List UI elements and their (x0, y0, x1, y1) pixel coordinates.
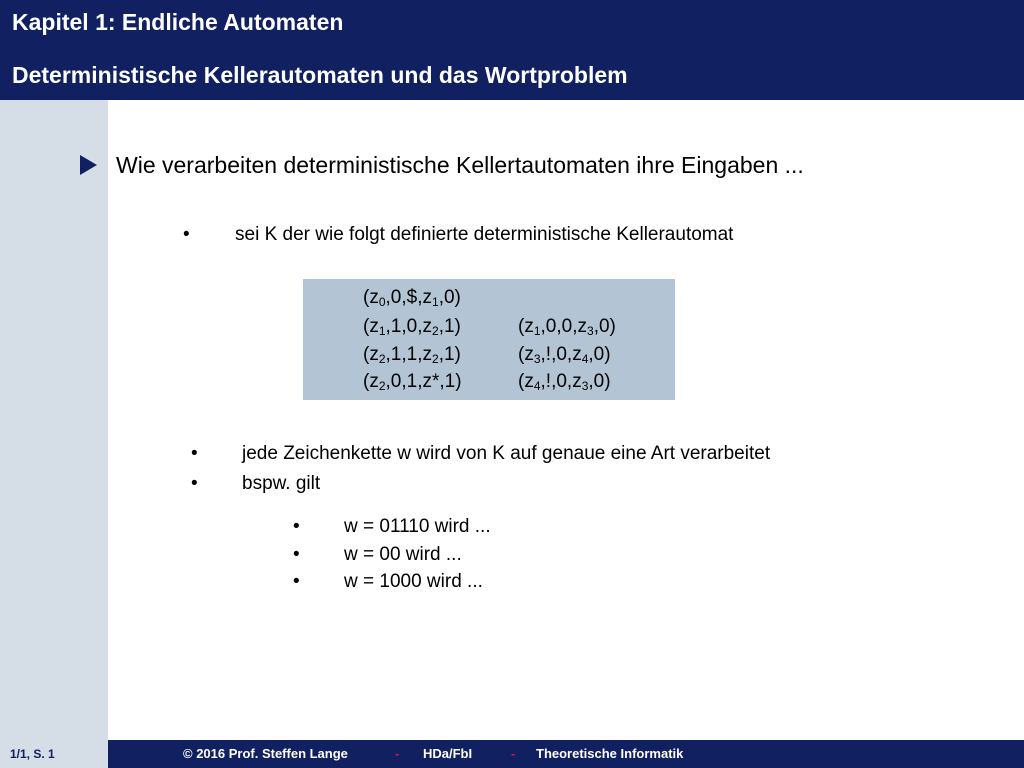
bullet-icon: • (293, 571, 300, 592)
intro-text: sei K der wie folgt definierte deterministische Kellerautomat (235, 224, 734, 245)
slide-footer (0, 740, 1024, 768)
transition-row (363, 344, 611, 366)
chapter-title: Kapitel 1: Endliche Automaten (12, 9, 344, 35)
left-sidebar (0, 100, 108, 740)
transition-right: $(z_4,!,0,z_3,0)$ (518, 371, 611, 393)
page-number: 1/1, S. 1 (10, 747, 55, 761)
example-text: w = 01110 wird ... (344, 516, 491, 537)
course-text: Theoretische Informatik (536, 746, 684, 761)
footer-separator: - (395, 746, 400, 761)
example-text: w = 1000 wird ... (344, 571, 483, 592)
transition-table (303, 279, 675, 400)
transition-right: $(z_1,0,0,z_3,0)$ (518, 316, 616, 338)
transition-row (363, 371, 611, 393)
transition-right: $(z_3,!,0,z_4,0)$ (518, 344, 611, 366)
bullet-icon: • (183, 224, 190, 245)
transition-row (363, 316, 616, 338)
statement-text: bspw. gilt (242, 473, 321, 494)
bullet-icon: • (191, 443, 198, 464)
footer-separator: - (511, 746, 516, 761)
transition-left: $(z_2,1,1,z_2,1)$ (363, 344, 461, 366)
slide-header (0, 0, 1024, 100)
bullet-icon: • (191, 473, 198, 494)
transition-left: $(z_2,0,1,z*,1)$ (363, 371, 462, 393)
bullet-icon: • (293, 516, 300, 537)
example-text: w = 00 wird ... (344, 544, 462, 565)
statement-text: jede Zeichenkette w wird von K auf genaue eine Art verarbeitet (242, 443, 771, 464)
copyright-text: © 2016 Prof. Steffen Lange (183, 746, 348, 761)
transition-left: $(z_1,1,0,z_2,1)$ (363, 316, 461, 338)
footer-bar (108, 740, 1024, 768)
department-text: HDa/FbI (423, 746, 473, 761)
slide-subtitle: Deterministische Kellerautomaten und das Wortproblem (12, 62, 628, 88)
triangle-bullet-icon (80, 155, 97, 175)
transition-left: $(z_0,0,\$,z_1,0)$ (363, 287, 461, 309)
question-text: Wie verarbeiten deterministische Kellertautomaten ihre Eingaben ... (116, 152, 804, 178)
transition-row (363, 287, 461, 309)
bullet-icon: • (293, 544, 300, 565)
page-number-box (0, 740, 108, 768)
